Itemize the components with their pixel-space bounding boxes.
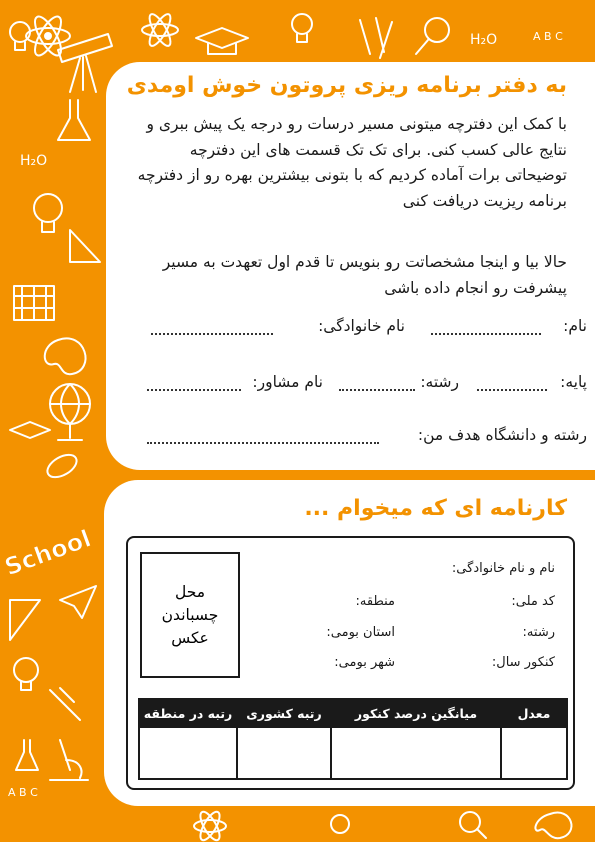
exam-year-label: کنکور سال: [491, 655, 555, 670]
grade-line[interactable] [477, 389, 547, 391]
last-name-line[interactable] [151, 333, 273, 335]
national-rank-header: رتبه کشوری [237, 699, 331, 727]
lightbulb-icon [292, 14, 312, 42]
lightbulb-icon [331, 815, 349, 833]
region-rank-header: رتبه در منطقه [139, 699, 237, 727]
formula-text: H₂O [470, 32, 498, 48]
graduation-cap-icon [10, 422, 50, 438]
letters-text: A B C [533, 30, 563, 43]
avg-percent-header: میانگین درصد کنکور [331, 699, 501, 727]
national-id-label: کد ملی: [511, 594, 555, 609]
last-name-label: نام خانوادگی: [318, 317, 405, 335]
home-province-label: استان بومی: [326, 625, 395, 640]
gpa-cell[interactable] [501, 727, 567, 779]
svg-text:School: School [0, 524, 95, 582]
intro-paragraph: با کمک این دفترچه میتونی مسیر درسات رو درجه یک پیش ببری و نتایج عالی کسب کنی. برای تک تک قسمت های این دفترچه توضیحاتی برات آماده کردیم که با بتونی بیشترین بهره رو از دفترچه برنامه ریزیت دریافت کنی [137, 115, 567, 210]
globe-icon [50, 384, 90, 440]
advisor-line[interactable] [147, 389, 241, 391]
welcome-title: به دفتر برنامه ریزی پروتون خوش اومدی [126, 73, 567, 98]
atom-icon [194, 809, 226, 842]
abacus-icon [14, 286, 54, 320]
scores-table [138, 698, 568, 780]
graduation-cap-icon [196, 28, 248, 54]
target-line[interactable] [147, 442, 379, 444]
welcome-card [106, 62, 595, 470]
national-rank-cell[interactable] [237, 727, 331, 779]
lightbulb-icon [34, 194, 62, 232]
flask-icon [16, 740, 38, 770]
school-sticker [1, 524, 95, 581]
magnifier-icon [416, 18, 449, 54]
target-label: رشته و دانشگاه هدف من: [417, 426, 587, 444]
atom-icon [142, 11, 178, 48]
report-card [104, 480, 595, 806]
paper-plane-icon [60, 586, 96, 618]
advisor-label: نام مشاور: [252, 373, 323, 391]
flask-icon [58, 100, 90, 140]
ruler-icon [50, 688, 80, 720]
atom-icon [26, 13, 70, 59]
telescope-icon [58, 34, 112, 92]
gpa-header: معدل [501, 699, 567, 727]
triangle-ruler-icon [70, 230, 100, 262]
first-name-line[interactable] [431, 333, 541, 335]
full-name-label: نام و نام خانوادگی: [451, 561, 555, 576]
scores-header-row [139, 699, 567, 727]
major-line[interactable] [339, 389, 415, 391]
ruler-icon [360, 18, 392, 58]
palette-icon [45, 338, 86, 374]
scores-input-row [139, 727, 567, 779]
photo-placeholder[interactable] [140, 552, 240, 678]
palette-icon [535, 813, 571, 839]
photo-label: محل چسباندن عکس [161, 582, 219, 647]
formula-text: H₂O [20, 153, 48, 169]
microscope-icon [50, 740, 88, 780]
football-icon [44, 450, 81, 482]
commitment-paragraph: حالا بیا و اینجا مشخصاتت رو بنویس تا قدم اول تعهدت به مسیر پیشرفت رو انجام داده باشی [162, 253, 567, 297]
magnifier-icon [460, 812, 486, 838]
home-city-label: شهر بومی: [334, 655, 395, 670]
letters-text: A B C [8, 786, 38, 799]
avg-percent-cell[interactable] [331, 727, 501, 779]
region-label: منطقه: [355, 594, 395, 609]
grade-label: پایه: [560, 373, 587, 391]
major-label: رشته: [420, 373, 459, 391]
first-name-label: نام: [563, 317, 587, 335]
report-title: کارنامه ای که میخوام ... [304, 496, 567, 521]
major-info-label: رشته: [522, 625, 555, 640]
region-rank-cell[interactable] [139, 727, 237, 779]
triangle-ruler-icon [10, 600, 40, 640]
lightbulb-icon [14, 658, 38, 690]
